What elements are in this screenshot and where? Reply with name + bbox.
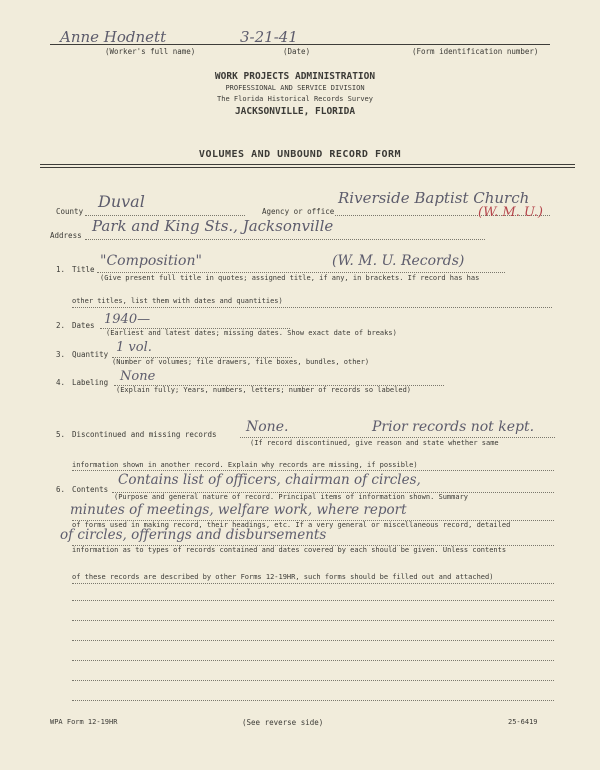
labeling-hint: (Explain fully; Years, numbers, letters; number of records so labeled) bbox=[116, 386, 412, 394]
date-value: 3-21-41 bbox=[240, 28, 298, 46]
item-3-label: Quantity bbox=[72, 350, 109, 359]
form-title: VOLUMES AND UNBOUND RECORD FORM bbox=[198, 149, 402, 160]
worker-name-label: (Worker's full name) bbox=[105, 47, 196, 56]
blank-line bbox=[72, 700, 554, 701]
item-1-label: Title bbox=[72, 265, 95, 274]
contents-hint-4: of these records are described by other Forms 12-19HR, such forms should be filled out and attached) bbox=[72, 573, 494, 581]
contents-hint-2: of forms used in making record, their headings, etc. If a very general or miscellaneous record, detailed bbox=[72, 521, 511, 529]
title-rule-bottom bbox=[40, 167, 575, 168]
item-4-number: 4. bbox=[56, 378, 66, 387]
blank-line bbox=[72, 660, 554, 661]
contents-value: Contains list of officers, chairman of circles, bbox=[118, 472, 421, 488]
address-value: Park and King Sts., Jacksonville bbox=[92, 217, 334, 235]
contents-hint-1: (Purpose and general nature of record. Principal items of information shown. Summary bbox=[114, 493, 469, 501]
blank-line bbox=[72, 680, 554, 681]
see-reverse-note: (See reverse side) bbox=[242, 718, 324, 727]
worker-name-value: Anne Hodnett bbox=[60, 28, 167, 46]
discontinued-line-2 bbox=[72, 470, 554, 471]
blank-line bbox=[72, 600, 554, 601]
form-number: WPA Form 12-19HR bbox=[50, 718, 118, 726]
blank-line bbox=[72, 640, 554, 641]
item-3-number: 3. bbox=[56, 350, 66, 359]
item-2-label: Dates bbox=[72, 321, 95, 330]
discontinued-hint-1: (If record discontinued, give reason and state whether same bbox=[250, 439, 499, 447]
dates-value: 1940— bbox=[104, 312, 151, 327]
address-label: Address bbox=[50, 231, 82, 240]
title-value: "Composition" bbox=[100, 253, 202, 269]
quantity-hint: (Number of volumes; file drawers, file boxes, bundles, other) bbox=[112, 358, 370, 366]
agency-name: WORK PROJECTS ADMINISTRATION bbox=[214, 71, 376, 82]
form-id-label: (Form identification number) bbox=[412, 47, 539, 56]
contents-hint-3: information as to types of records contained and dates covered by each should be given. Unless contents bbox=[72, 546, 507, 554]
title-line-2 bbox=[72, 307, 552, 308]
title-value-2: (W. M. U. Records) bbox=[332, 253, 465, 269]
contents-value-2: minutes of meetings, welfare work, where report bbox=[70, 502, 407, 518]
county-value: Duval bbox=[98, 192, 145, 211]
contents-value-3: of circles, offerings and disbursements bbox=[60, 527, 327, 543]
header-rule bbox=[50, 44, 550, 45]
county-line bbox=[85, 215, 245, 216]
form-code: 25-6419 bbox=[508, 718, 538, 726]
title-rule-top bbox=[40, 164, 575, 165]
item-1-number: 1. bbox=[56, 265, 66, 274]
agency-value: Riverside Baptist Church bbox=[338, 189, 530, 207]
agency-note: (W. M. U.) bbox=[478, 205, 543, 220]
city-name: JACKSONVILLE, FLORIDA bbox=[234, 106, 356, 117]
title-line bbox=[97, 272, 505, 273]
discontinued-hint-2: information shown in another record. Explain why records are missing, if possible) bbox=[72, 461, 418, 469]
discontinued-value-2: Prior records not kept. bbox=[372, 419, 535, 435]
item-6-label: Contents bbox=[72, 485, 109, 494]
quantity-value: 1 vol. bbox=[116, 340, 152, 355]
item-5-number: 5. bbox=[56, 430, 66, 439]
title-hint-1: (Give present full title in quotes; assigned title, if any, in brackets. If record has has bbox=[100, 274, 480, 282]
dates-hint: (Earliest and latest dates; missing dates. Show exact date of breaks) bbox=[106, 329, 397, 337]
title-hint-2: other titles, list them with dates and quantities) bbox=[72, 297, 283, 305]
item-2-number: 2. bbox=[56, 321, 66, 330]
item-5-label: Discontinued and missing records bbox=[72, 430, 217, 439]
date-label: (Date) bbox=[283, 47, 311, 56]
labeling-value: None bbox=[120, 369, 156, 384]
agency-label: Agency or office bbox=[262, 207, 335, 216]
survey-name: The Florida Historical Records Survey bbox=[217, 95, 373, 103]
contents-line-4 bbox=[72, 583, 554, 584]
item-4-label: Labeling bbox=[72, 378, 109, 387]
item-6-number: 6. bbox=[56, 485, 66, 494]
discontinued-value: None. bbox=[246, 419, 289, 435]
address-line bbox=[85, 239, 485, 240]
blank-line bbox=[72, 620, 554, 621]
division-name: PROFESSIONAL AND SERVICE DIVISION bbox=[225, 84, 365, 92]
county-label: County bbox=[56, 207, 84, 216]
discontinued-line bbox=[240, 437, 555, 438]
